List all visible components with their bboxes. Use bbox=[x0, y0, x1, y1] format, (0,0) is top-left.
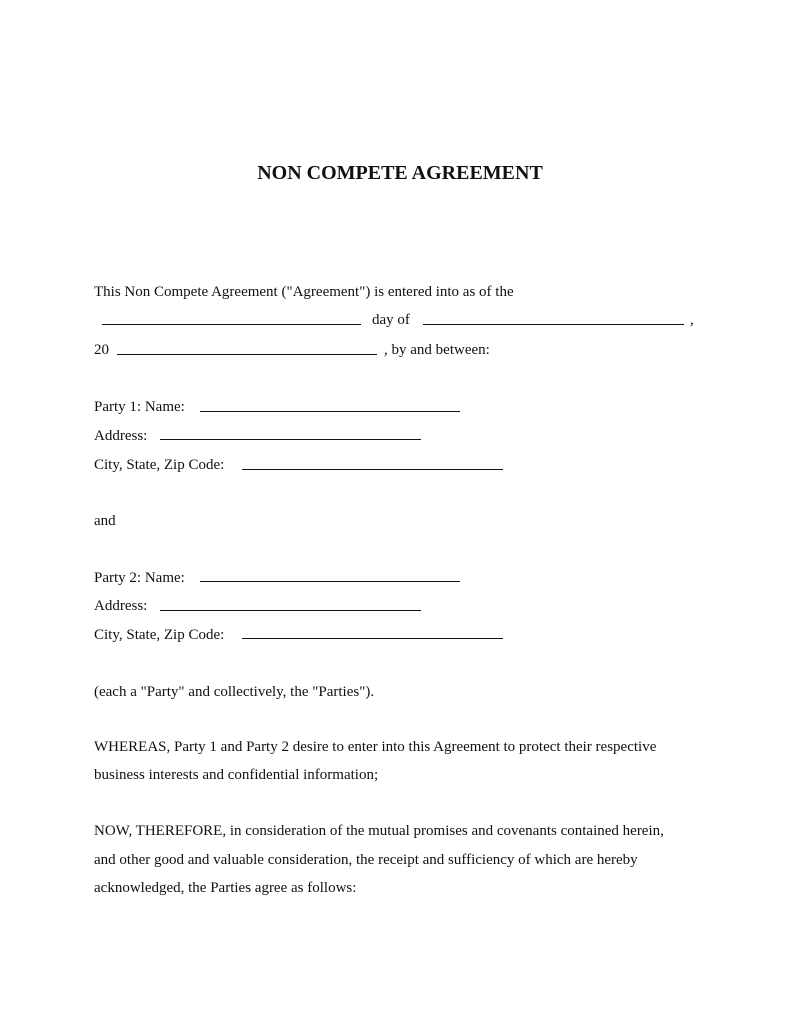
and-text: and bbox=[94, 513, 116, 529]
party1-address-field[interactable] bbox=[160, 439, 421, 440]
party2-city-label: City, State, Zip Code: bbox=[94, 627, 225, 643]
party2-name-field[interactable] bbox=[200, 581, 460, 582]
by-and-between-label: , by and between: bbox=[384, 342, 490, 358]
whereas-line-1: WHEREAS, Party 1 and Party 2 desire to enter into this Agreement to protect their respective bbox=[94, 739, 657, 755]
month-field[interactable] bbox=[423, 324, 684, 325]
intro-line-1: This Non Compete Agreement ("Agreement") is entered into as of the bbox=[94, 284, 514, 300]
now-therefore-line-1: NOW, THEREFORE, in consideration of the mutual promises and covenants contained herein, bbox=[94, 823, 664, 839]
now-therefore-line-3: acknowledged, the Parties agree as follows: bbox=[94, 880, 357, 896]
party2-name-label: Party 2: Name: bbox=[94, 570, 185, 586]
now-therefore-line-2: and other good and valuable consideration, the receipt and sufficiency of which are hereby bbox=[94, 852, 638, 868]
whereas-line-2: business interests and confidential information; bbox=[94, 767, 379, 783]
party2-city-field[interactable] bbox=[242, 638, 503, 639]
day-of-label: day of bbox=[372, 312, 410, 328]
party1-city-label: City, State, Zip Code: bbox=[94, 457, 225, 473]
each-party-text: (each a "Party" and collectively, the "Parties"). bbox=[94, 684, 375, 700]
party1-name-field[interactable] bbox=[200, 411, 460, 412]
comma-label: , bbox=[690, 312, 694, 328]
document-title: NON COMPETE AGREEMENT bbox=[257, 162, 543, 184]
party1-address-label: Address: bbox=[94, 428, 148, 444]
party2-address-label: Address: bbox=[94, 598, 148, 614]
party2-address-field[interactable] bbox=[160, 610, 421, 611]
year-prefix-label: 20 bbox=[94, 342, 109, 358]
year-field[interactable] bbox=[117, 354, 377, 355]
party1-city-field[interactable] bbox=[242, 469, 503, 470]
party1-name-label: Party 1: Name: bbox=[94, 399, 185, 415]
day-field[interactable] bbox=[102, 324, 361, 325]
